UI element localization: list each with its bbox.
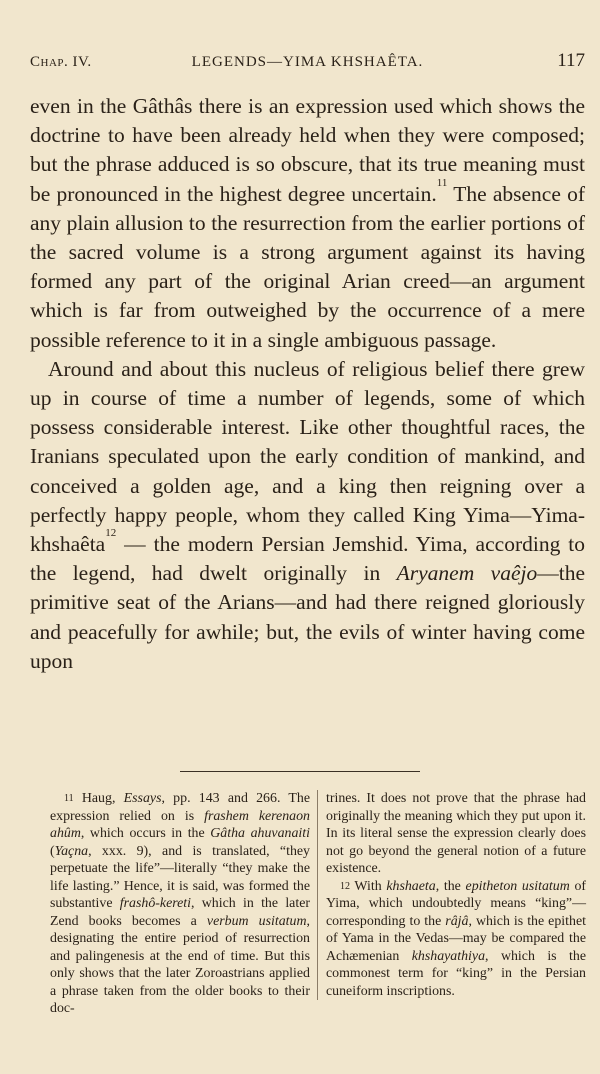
footnote-11-text: , xxx. 9), and is translated, “they perpetuate the life”—literally “they make the life lasting.” Hence, it is said, was formed the substantive: [50, 843, 310, 911]
footnote-11-text: , designating the entire period of resurrection and palingenesis at the end of time. But this only shows that the later Zoroastrians applied a phrase taken from the older books to their doc-: [50, 913, 311, 1016]
footnote-12-text: , which is the commonest term for “king” in the Persian cuneiform inscriptions.: [326, 948, 586, 999]
page-number: 117: [557, 50, 585, 71]
footnote-12: [326, 878, 586, 1001]
footnote-column-left: [50, 790, 310, 1018]
footnote-11-text: , pp. 143 and 266. The expression relied on is: [50, 791, 310, 824]
paragraph-1: [30, 92, 585, 355]
footnote-divider: [180, 771, 420, 772]
footnote-ref-12: 12: [105, 527, 117, 540]
footnote-12-italic: epitheton usitatum: [465, 878, 570, 894]
footnote-11: [50, 790, 310, 1018]
footnote-11-text: trines. It does not prove that the phrase had originally the meaning which they put upon it. In its literal sense the expression clearly does not go beyond the general notion of a future existence.: [326, 791, 586, 876]
footnote-ref-11: 11: [436, 176, 448, 189]
footnote-11-italic: Essays: [123, 791, 162, 806]
footnote-11-text: , which occurs in the: [80, 826, 211, 841]
running-header: [30, 50, 585, 74]
footnote-11-continued: [326, 790, 586, 878]
footnote-11-italic: frashem kerenaon ahûm: [50, 808, 310, 841]
paragraph-1-text-b: The absence of any plain allusion to the resurrection from the earlier portions of the sacred volume is a strong argument against its having formed any part of the original Arian creed—an argument which is far from outweighed by the occurrence of a mere possible reference to it in a single ambiguous passage.: [30, 181, 585, 352]
paragraph-1-text-a: even in the Gâthâs there is an expression used which shows the doctrine to have been already held when they were composed; but the phrase adduced is so obscure, that its true meaning must be pronounced in the highest degree uncertain.: [30, 94, 585, 206]
paragraph-2: [30, 355, 585, 676]
footnote-12-text: With: [350, 878, 387, 894]
footnote-12-italic: râjâ: [445, 913, 469, 929]
footnote-11-text: Haug,: [73, 791, 124, 806]
paragraph-2-text-b: — the modern Persian Jemshid. Yima, according to the legend, had dwelt originally in: [30, 532, 585, 586]
footnote-11-italic: verbum usitatum: [206, 913, 307, 929]
footnote-11-text: , which in the later Zend books becomes a: [50, 896, 310, 929]
footnote-12-number: 12: [340, 880, 350, 892]
paragraph-2-text-a: Around and about this nucleus of religious belief there grew up in course of time a number of legends, some of which possess considerable interest. Like other thoughtful races, the Iranians speculated upon the early condition of mankind, and conceived a golden age, and a king then reigning over a perfectly happy people, whom they called King Yima—Yima-khshaêta: [30, 356, 585, 557]
chapter-label: Chap. IV.: [30, 54, 92, 70]
footnote-12-italic: khshaeta: [386, 878, 436, 894]
footnote-11-number: 11: [64, 793, 74, 804]
footnote-12-text: , which is the epithet of Yama in the Vedas—may be compared the Achæmenian: [326, 913, 586, 964]
paragraph-2-text-c: —the primitive seat of the Arians—and had there reigned gloriously and peacefully for awhile; but, the evils of winter having come upon: [30, 561, 586, 673]
running-title: LEGENDS—YIMA KHSHAÊTA.: [191, 54, 424, 70]
main-text: [30, 92, 585, 676]
footnote-12-text: of Yima, which undoubtedly means “king”—corresponding to the: [326, 878, 587, 929]
footnote-11-text: (: [50, 843, 55, 859]
paragraph-2-italic: Aryanem vaêjo: [396, 561, 538, 586]
footnote-11-italic: Yaçna: [54, 843, 89, 859]
footnotes: [30, 790, 585, 1060]
footnote-column-right: [317, 790, 586, 1000]
footnote-12-text: , the: [435, 878, 466, 894]
footnote-11-italic: Gâtha ahuvanaiti: [210, 826, 310, 841]
footnote-11-italic: frashô-kereti: [119, 896, 192, 911]
footnote-12-italic: khshayathiya: [411, 948, 486, 964]
